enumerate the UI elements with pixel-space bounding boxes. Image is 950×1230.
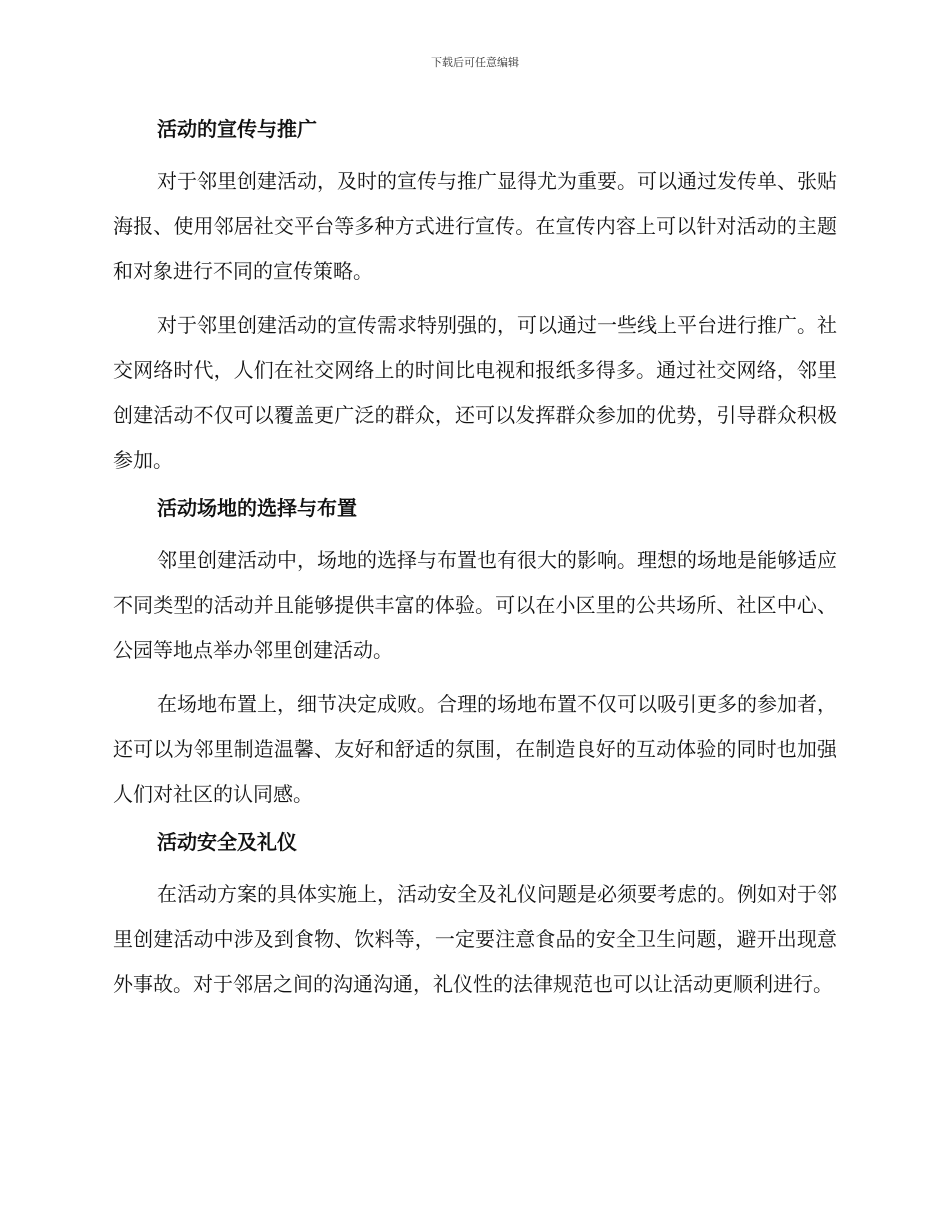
section-heading: 活动安全及礼仪 — [157, 830, 297, 854]
paragraph: 在活动方案的具体实施上，活动安全及礼仪问题是必须要考虑的。例如对于邻里创建活动中涉及到食物、饮料等，一定要注意食品的安全卫生问题，避开出现意外事故。对于邻居之间的沟通沟通，礼仪性的法律规范也可以让活动更顺利进行。 — [113, 882, 837, 996]
paragraph: 对于邻里创建活动，及时的宣传与推广显得尤为重要。可以通过发传单、张贴海报、使用邻居社交平台等多种方式进行宣传。在宣传内容上可以针对活动的主题和对象进行不同的宣传策略。 — [113, 169, 837, 283]
section-heading: 活动场地的选择与布置 — [157, 496, 357, 520]
paragraph: 在场地布置上，细节决定成败。合理的场地布置不仅可以吸引更多的参加者，还可以为邻里制造温馨、友好和舒适的氛围，在制造良好的互动体验的同时也加强人们对社区的认同感。 — [113, 692, 837, 806]
document-body — [113, 113, 837, 1016]
page-header: 下载后可任意编辑 — [431, 56, 519, 69]
paragraph: 邻里创建活动中，场地的选择与布置也有很大的影响。理想的场地是能够适应不同类型的活动并且能够提供丰富的体验。可以在小区里的公共场所、社区中心、公园等地点举办邻里创建活动。 — [113, 548, 837, 662]
section-safety — [113, 826, 837, 1007]
section-promotion — [113, 113, 837, 483]
paragraph: 对于邻里创建活动的宣传需求特别强的，可以通过一些线上平台进行推广。社交网络时代，人们在社交网络上的时间比电视和报纸多得多。通过社交网络，邻里创建活动不仅可以覆盖更广泛的群众，还可以发挥群众参加的优势，引导群众积极参加。 — [113, 313, 837, 472]
section-heading: 活动的宣传与推广 — [157, 117, 317, 141]
section-venue — [113, 492, 837, 817]
